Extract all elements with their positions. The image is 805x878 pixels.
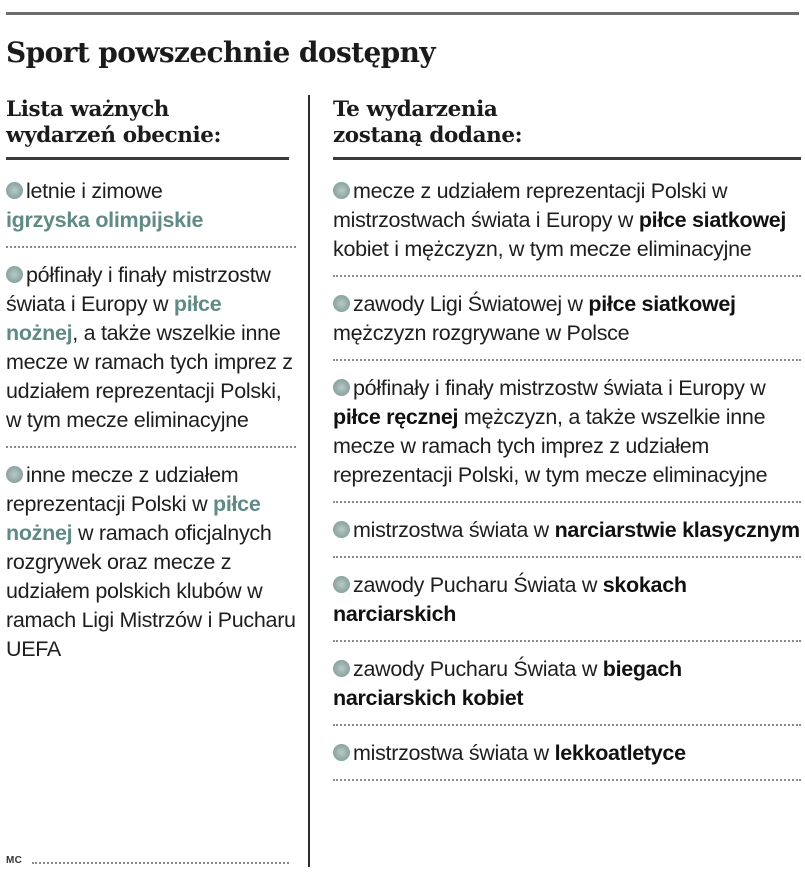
item-text: mistrzostwa świata w	[353, 741, 555, 765]
top-rule	[6, 12, 799, 15]
item-text-rest: kobiet i mężczyzn, w tym mecze eliminacyjne	[333, 237, 752, 261]
author-credit: MC	[6, 855, 23, 866]
list-item	[333, 642, 801, 726]
list-item	[6, 160, 296, 248]
item-text: półfinały i finały mistrzostw świata i Europy w	[6, 263, 271, 316]
item-text-rest: mężczyzn, a także wszelkie inne mecze w ramach tych imprez z udziałem reprezentacji Polski, w tym mecze eliminacyjne	[333, 405, 768, 487]
item-highlight: piłce siatkowej	[638, 208, 787, 232]
right-column-list	[333, 160, 801, 781]
item-text: zawody Ligi Światowej w	[353, 292, 589, 316]
item-highlight: piłce siatkowej	[588, 292, 736, 316]
item-text-rest: mężczyzn rozgrywane w Polsce	[333, 321, 630, 345]
item-text: mecze z udziałem reprezentacji Polski w mistrzostwach świata i Europy w	[333, 179, 728, 232]
item-text: mistrzostwa świata w	[353, 518, 555, 542]
item-text-rest: w ramach oficjalnych rozgrywek oraz mecze z udziałem polskich klubów w ramach Ligi Mistrzów i Pucharu UEFA	[6, 521, 296, 661]
item-text: zawody Pucharu Świata w	[353, 657, 603, 681]
right-heading-line2: zostaną dodane:	[333, 123, 523, 148]
bullet-dot-icon	[333, 379, 350, 396]
bullet-dot-icon	[333, 521, 350, 538]
item-highlight: piłce nożnej	[6, 292, 222, 345]
bullet-dot-icon	[6, 266, 23, 283]
item-highlight: lekkoatletyce	[554, 741, 686, 765]
list-item	[6, 448, 296, 675]
item-highlight: biegach narciarskich kobiet	[333, 657, 682, 710]
column-divider	[308, 95, 310, 867]
item-text-rest: , a także wszelkie inne mecze w ramach tych imprez z udziałem reprezentacji Polski, w tym mecze eliminacyjne	[6, 321, 293, 432]
bullet-dot-icon	[6, 182, 23, 199]
list-item	[333, 503, 801, 558]
right-column-heading	[333, 97, 773, 149]
bullet-dot-icon	[333, 660, 350, 677]
bullet-dot-icon	[333, 182, 350, 199]
bullet-dot-icon	[6, 466, 23, 483]
item-text: półfinały i finały mistrzostw świata i Europy w	[353, 376, 766, 400]
list-item	[333, 726, 801, 781]
item-highlight: narciarstwie klasycznym	[554, 518, 800, 542]
item-highlight: igrzyska olimpijskie	[6, 208, 204, 232]
left-heading-line2: wydarzeń obecnie:	[6, 123, 222, 148]
left-heading-line1: Lista ważnych	[6, 97, 170, 122]
item-text: zawody Pucharu Świata w	[353, 573, 603, 597]
item-highlight: skokach narciarskich	[333, 573, 687, 626]
right-heading-line1: Te wydarzenia	[333, 97, 498, 122]
list-item	[6, 248, 296, 448]
bullet-dot-icon	[333, 576, 350, 593]
list-item	[333, 361, 801, 503]
item-highlight: piłce nożnej	[6, 492, 261, 545]
item-text: letnie i zimowe	[26, 179, 163, 203]
list-item	[333, 160, 801, 277]
item-highlight: piłce ręcznej	[333, 405, 459, 429]
bullet-dot-icon	[333, 744, 350, 761]
item-text: inne mecze z udziałem reprezentacji Polski w	[6, 463, 239, 516]
left-column-heading	[6, 97, 286, 149]
list-item	[333, 558, 801, 642]
page-title: Sport powszechnie dostępny	[6, 36, 436, 69]
left-column-list	[6, 160, 296, 675]
list-item	[333, 277, 801, 361]
credit-rule	[32, 862, 289, 864]
bullet-dot-icon	[333, 295, 350, 312]
